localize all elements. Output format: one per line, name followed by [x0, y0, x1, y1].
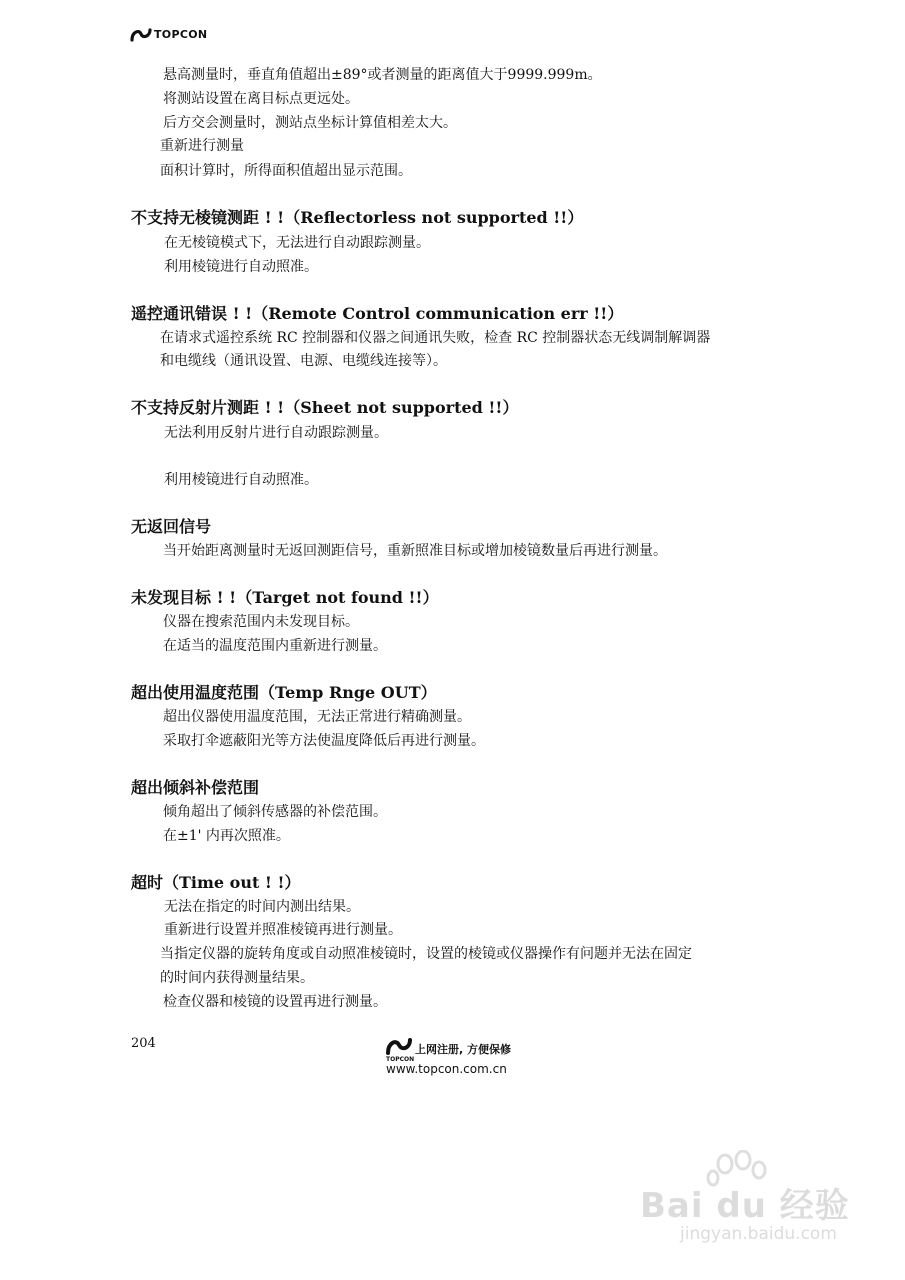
footer-url: www.topcon.com.cn [386, 1062, 507, 1076]
section-line: 倾角超出了倾斜传感器的补偿范围。 [163, 804, 387, 820]
section-line: 仪器在搜索范围内未发现目标。 [163, 614, 359, 630]
section-heading: 未发现目标 ! !（Target not found !!） [131, 588, 439, 607]
watermark-brand: Bai du 经验 [640, 1186, 850, 1226]
section-heading: 超出使用温度范围（Temp Rnge OUT） [131, 683, 437, 702]
section-line: 在适当的温度范围内重新进行测量。 [163, 638, 387, 654]
section-line: 的时间内获得测量结果。 [160, 970, 314, 986]
section-line: 检查仪器和棱镜的设置再进行测量。 [163, 994, 387, 1010]
section-line: 无法利用反射片进行自动跟踪测量。 [164, 425, 388, 441]
intro-line: 重新进行测量 [160, 138, 244, 154]
section-line: 和电缆线（通讯设置、电源、电缆线连接等）。 [160, 353, 447, 369]
section-line: 利用棱镜进行自动照准。 [164, 259, 318, 275]
section-line: 无法在指定的时间内测出结果。 [164, 899, 360, 915]
watermark-url: jingyan.baidu.com [680, 1224, 837, 1244]
header-brand: TOPCON [154, 28, 208, 41]
section-heading: 超出倾斜补偿范围 [131, 778, 260, 797]
section-heading: 超时（Time out ! !） [131, 873, 301, 892]
section-line: 利用棱镜进行自动照准。 [164, 472, 318, 488]
intro-line: 面积计算时，所得面积值超出显示范围。 [160, 163, 412, 179]
section-heading: 无返回信号 [131, 517, 212, 536]
intro-line: 悬高测量时，垂直角值超出±89°或者测量的距离值大于9999.999m。 [163, 67, 602, 83]
footer-slogan: 上网注册, 方便保修 [415, 1043, 512, 1056]
baidu-watermark [640, 1150, 890, 1250]
page-number: 204 [131, 1036, 156, 1051]
section-line: 当开始距离测量时无返回测距信号，重新照准目标或增加棱镜数量后再进行测量。 [163, 543, 667, 559]
topcon-logo-icon [386, 1038, 412, 1056]
section-line: 超出仪器使用温度范围，无法正常进行精确测量。 [163, 709, 471, 725]
section-heading: 遥控通讯错误 ! !（Remote Control communication err !!） [131, 304, 624, 323]
topcon-logo-icon [130, 28, 152, 42]
footer-logo [386, 1038, 526, 1078]
intro-line: 后方交会测量时，测站点坐标计算值相差太大。 [163, 115, 457, 131]
section-line: 在无棱镜模式下，无法进行自动跟踪测量。 [164, 235, 430, 251]
intro-line: 将测站设置在离目标点更远处。 [163, 91, 359, 107]
section-heading: 不支持无棱镜测距 ! !（Reflectorless not supported !!） [131, 208, 584, 227]
footer-brand: TOPCON [386, 1056, 415, 1063]
section-line: 在±1' 内再次照准。 [163, 828, 290, 844]
section-line: 采取打伞遮蔽阳光等方法使温度降低后再进行测量。 [163, 733, 485, 749]
section-line: 在请求式遥控系统 RC 控制器和仪器之间通讯失败，检查 RC 控制器状态无线调制解调器 [160, 330, 711, 346]
section-heading: 不支持反射片测距 ! !（Sheet not supported !!） [131, 398, 519, 417]
section-line: 当指定仪器的旋转角度或自动照准棱镜时，设置的棱镜或仪器操作有问题并无法在固定 [160, 946, 692, 962]
section-line: 重新进行设置并照准棱镜再进行测量。 [164, 922, 402, 938]
